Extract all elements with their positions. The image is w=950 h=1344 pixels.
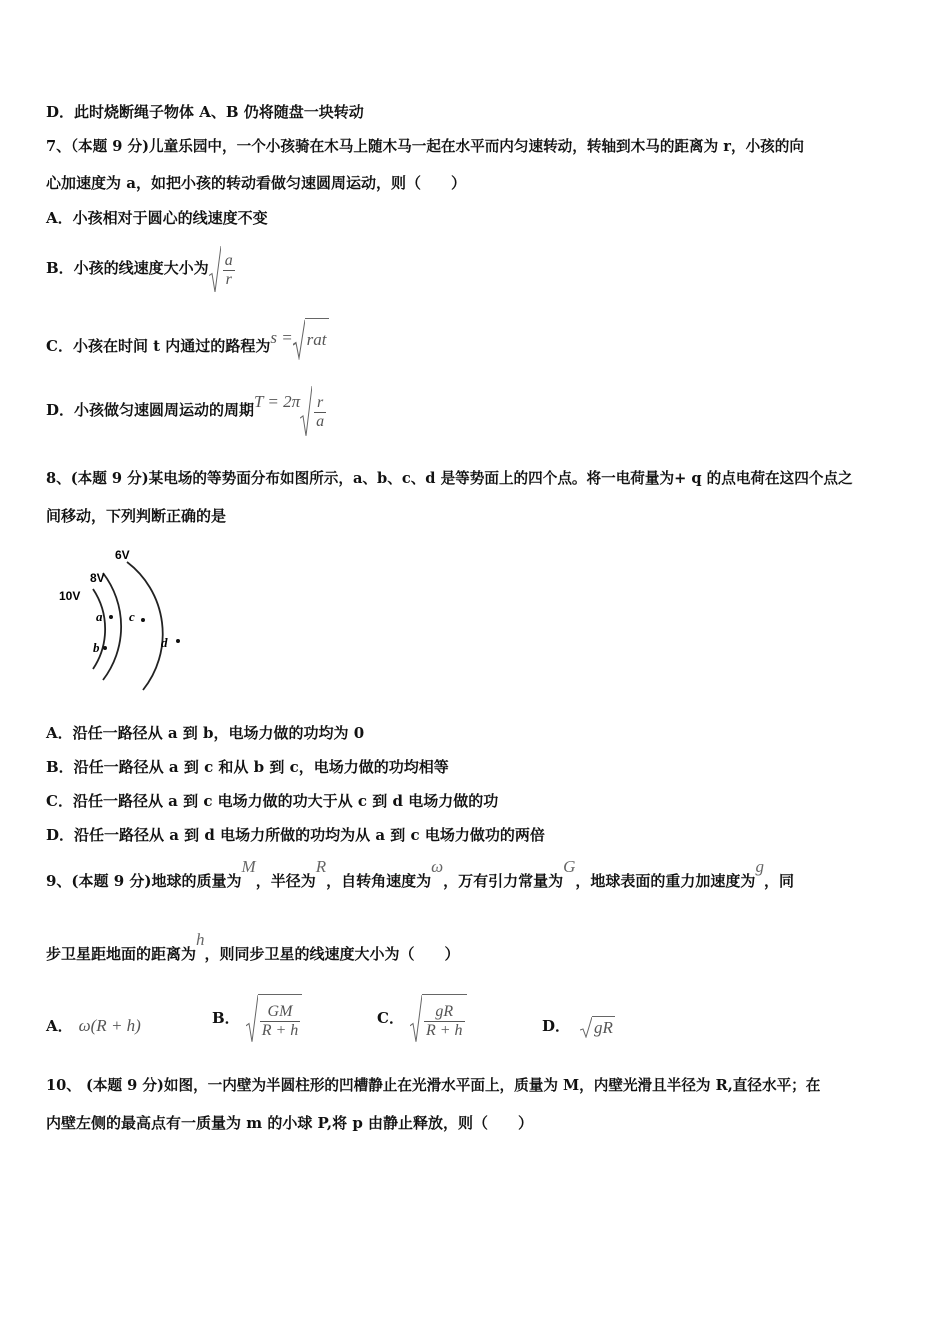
- label-8v: 8V: [90, 571, 105, 585]
- radical-icon: [410, 994, 422, 1044]
- q9-option-a-label: A．: [46, 1017, 73, 1035]
- point-b-label: b: [93, 640, 100, 655]
- q9-option-c-sqrt: [410, 994, 467, 1044]
- q9-option-b-label: B．: [212, 1009, 240, 1027]
- point-c-label: c: [129, 609, 135, 624]
- q7-option-b-num: a: [224, 252, 233, 269]
- q9-option-b-den: R + h: [261, 1021, 299, 1039]
- q7-option-d-lhs: T = 2π: [254, 392, 301, 411]
- q9-option-d-label: D．: [542, 1017, 571, 1035]
- q9-option-c-den: R + h: [425, 1021, 463, 1039]
- q7-option-b: [46, 244, 237, 294]
- q9-stem-part4: ，万有引力常量为: [443, 872, 564, 890]
- equipotential-6v: [127, 562, 163, 690]
- q7-option-c-text: C．小孩在时间 t 内通过的路程为: [46, 337, 271, 355]
- q9-option-d-sqrt: [580, 1016, 615, 1038]
- q10-stem-line1: 10、 (本题 9 分)如图，一内壁为半圆柱形的凹槽静止在光滑水平面上，质量为 M，内壁光滑且半径为 R,直径水平；在: [46, 1077, 821, 1094]
- point-a-dot: [109, 615, 113, 619]
- q8-stem-line1: 8、(本题 9 分)某电场的等势面分布如图所示，a、b、c、d 是等势面上的四个点。将一电荷量为+ q 的点电荷在这四个点之: [46, 470, 853, 487]
- radical-icon: [300, 385, 312, 438]
- q10-stem-line2: 内壁左侧的最高点有一质量为 m 的小球 P,将 p 由静止释放，则（ ）: [46, 1114, 534, 1132]
- q6-option-d: D．此时烧断绳子物体 A、B 仍将随盘一块转动: [46, 103, 364, 121]
- q9-stem-part6: ，同: [763, 872, 794, 890]
- q9-option-a-expr: ω(R + h): [78, 1016, 141, 1035]
- q9-option-c: [377, 994, 467, 1044]
- symbol-radius: R: [315, 857, 327, 876]
- label-10v: 10V: [59, 589, 81, 603]
- point-a-label: a: [96, 609, 103, 624]
- q9-option-b: [212, 994, 302, 1044]
- symbol-height: h: [196, 930, 205, 949]
- q7-option-d-sqrt: [300, 385, 328, 438]
- q9-option-d: [542, 1016, 615, 1038]
- q7-option-a: A．小孩相对于圆心的线速度不变: [46, 209, 268, 227]
- q9-stem-line2-part2: ，则同步卫星的线速度大小为（ ）: [204, 945, 460, 963]
- q9-option-a: [46, 1016, 141, 1036]
- symbol-mass: M: [241, 857, 256, 876]
- q7-option-c-rad: rat: [305, 318, 329, 360]
- q9-stem-part5: ，地球表面的重力加速度为: [575, 872, 756, 890]
- q9-option-c-label: C．: [377, 1009, 404, 1027]
- q8-option-c: C．沿任一路径从 a 到 c 电场力做的功大于从 c 到 d 电场力做的功: [46, 792, 499, 810]
- q7-option-b-sqrt: [209, 245, 237, 294]
- q7-option-c-lhs: s =: [270, 328, 293, 347]
- equipotential-10v: [93, 589, 105, 669]
- q7-stem-line1: 7、（本题 9 分)儿童乐园中，一个小孩骑在木马上随木马一起在水平而内匀速转动，转轴到木马的距离为 r，小孩的向: [46, 138, 804, 155]
- radical-icon: [209, 245, 221, 294]
- q7-option-d-text: D．小孩做匀速圆周运动的周期: [46, 401, 255, 419]
- q9-stem-part3: ，自转角速度为: [326, 872, 432, 890]
- q9-option-b-num: GM: [260, 1003, 301, 1022]
- equipotential-figure: [55, 544, 195, 696]
- q8-option-b: B．沿任一路径从 a 到 c 和从 b 到 c，电场力做的功均相等: [46, 758, 449, 776]
- q8-option-a: A．沿任一路径从 a 到 b，电场力做的功均为 0: [46, 724, 365, 742]
- q9-stem-part2: ，半径为: [255, 872, 316, 890]
- q9-stem-line2: [46, 930, 460, 974]
- point-c-dot: [141, 618, 145, 622]
- radical-icon: [246, 994, 258, 1044]
- q9-option-b-sqrt: [246, 994, 303, 1044]
- q9-stem-part1: 9、(本题 9 分)地球的质量为: [46, 872, 242, 890]
- symbol-grav-const: G: [563, 857, 576, 876]
- q7-stem-line2: 心加速度为 a，如把小孩的转动看做匀速圆周运动，则（ ）: [46, 174, 466, 192]
- q9-stem-line1: [46, 857, 794, 900]
- point-d-dot: [176, 639, 180, 643]
- point-b-dot: [103, 646, 107, 650]
- q7-option-c-sqrt: [293, 318, 329, 360]
- q7-option-d-num: r: [314, 394, 326, 413]
- q9-option-c-num: gR: [424, 1003, 465, 1022]
- label-6v: 6V: [115, 548, 130, 562]
- radical-icon: [293, 318, 305, 360]
- point-d-label: d: [161, 635, 168, 650]
- q7-option-d-den: a: [316, 413, 325, 430]
- q9-stem-line2-part1: 步卫星距地面的距离为: [46, 945, 197, 963]
- symbol-omega: ω: [431, 857, 444, 876]
- q8-stem-line2: 间移动，下列判断正确的是: [46, 507, 227, 525]
- q9-option-d-rad: gR: [594, 1018, 613, 1037]
- q7-option-d: [46, 384, 328, 438]
- q7-option-b-text: B．小孩的线速度大小为: [46, 259, 209, 277]
- radical-icon: [580, 1016, 592, 1038]
- symbol-g: g: [755, 857, 764, 876]
- q7-option-b-den: r: [225, 271, 232, 288]
- q7-option-c: [46, 326, 329, 368]
- q8-option-d: D．沿任一路径从 a 到 d 电场力所做的功均为从 a 到 c 电场力做功的两倍: [46, 826, 545, 844]
